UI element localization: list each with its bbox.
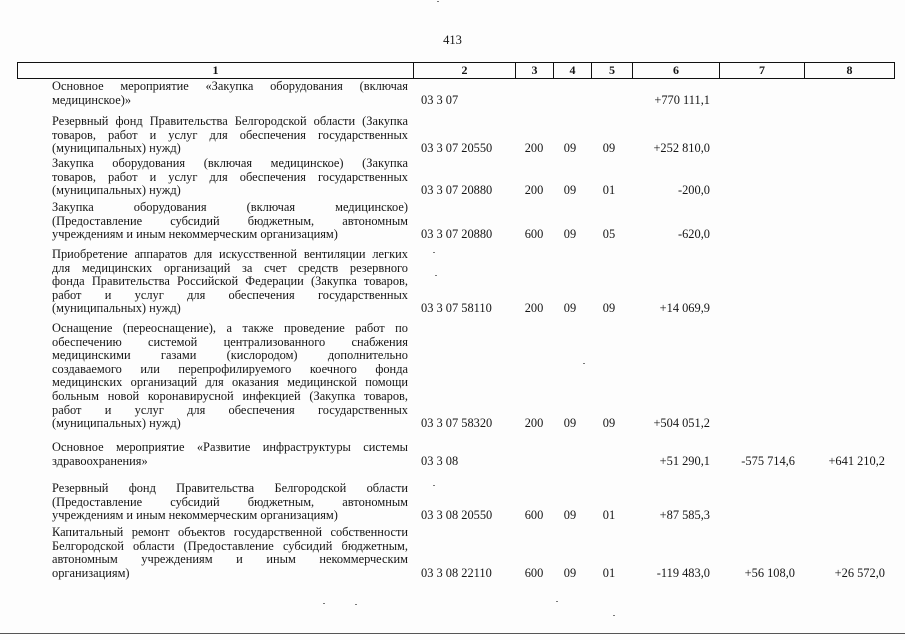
description-line: Капитальный ремонт объектов государственной собственности	[52, 526, 408, 539]
description-line: фонда Правительства Российской Федерации (Закупка товаров,	[52, 275, 408, 289]
section-code: 09	[563, 565, 577, 580]
description-line: учреждениям и иным некоммерческим организациям)	[52, 228, 338, 242]
amount-col-7: -575 714,6	[741, 453, 795, 468]
column-header: 3	[531, 63, 538, 77]
scan-speck	[433, 485, 435, 486]
scan-speck	[433, 252, 435, 253]
amount-col-6: +770 111,1	[654, 92, 710, 107]
description-line: для медицинских организаций за счет средств резервного	[52, 261, 408, 275]
budget-code: 03 3 07	[421, 92, 459, 107]
row-description	[52, 322, 408, 431]
description-line: Закупка оборудования (включая медицинское) (Закупка	[52, 157, 408, 170]
section-code: 09	[563, 416, 577, 431]
row-description	[52, 80, 408, 107]
description-line: учреждениям и иным некоммерческим организациям)	[52, 509, 338, 523]
amount-col-6: -620,0	[677, 227, 710, 242]
description-line: организациям)	[52, 566, 130, 580]
amount-col-6: +504 051,2	[653, 416, 710, 431]
row-description	[52, 201, 408, 242]
description-line: Резервный фонд Правительства Белгородской области (Закупка	[52, 115, 408, 128]
description-line: (Предоставление субсидий бюджетным, автономным	[52, 495, 408, 509]
scan-speck	[583, 363, 585, 364]
description-line: Закупка оборудования (включая медицинское)	[52, 201, 408, 214]
description-line: медицинских организаций для оказания медицинской помощи	[52, 376, 408, 390]
description-line: работ и услуг для обеспечения государственных	[52, 288, 408, 302]
budget-code: 03 3 07 20880	[421, 183, 493, 198]
expense-type-code: 200	[524, 141, 544, 156]
budget-code: 03 3 08	[421, 453, 459, 468]
subsection-code: 01	[602, 183, 616, 198]
budget-code: 03 3 07 58320	[421, 416, 493, 431]
page-number: 413	[443, 33, 462, 47]
scan-speck	[323, 603, 325, 604]
subsection-code: 09	[602, 141, 616, 156]
subsection-code: 05	[602, 227, 616, 242]
description-line: товаров, работ и услуг для обеспечения государственных	[52, 170, 408, 184]
scan-speck	[355, 604, 357, 605]
scan-speck	[613, 615, 615, 616]
expense-type-code: 200	[524, 183, 544, 198]
expense-type-code: 600	[524, 508, 544, 523]
page-bottom-edge	[0, 633, 905, 634]
expense-type-code: 200	[524, 301, 544, 316]
description-line: медицинское)»	[52, 93, 132, 107]
amount-col-7: +56 108,0	[744, 565, 795, 580]
amount-col-6: +14 069,9	[659, 301, 710, 316]
header-divider	[894, 63, 895, 78]
description-line: Основное мероприятие «Закупка оборудования (включая	[52, 80, 408, 93]
description-line: здравоохранения»	[52, 454, 148, 468]
amount-col-8: +641 210,2	[828, 453, 885, 468]
row-description	[52, 441, 408, 468]
description-line: Белгородской области (Предоставление субсидий бюджетным,	[52, 539, 408, 553]
row-description	[52, 115, 408, 156]
amount-col-6: +51 290,1	[659, 453, 710, 468]
budget-code: 03 3 07 20880	[421, 227, 493, 242]
description-line: Резервный фонд Правительства Белгородской области	[52, 482, 408, 495]
budget-code: 03 3 08 22110	[421, 565, 492, 580]
budget-code: 03 3 07 20550	[421, 141, 493, 156]
row-description	[52, 248, 408, 316]
subsection-code: 09	[602, 416, 616, 431]
description-line: автономным учреждениям и иным некоммерческим	[52, 553, 408, 567]
column-header: 6	[673, 63, 679, 77]
subsection-code: 01	[602, 565, 616, 580]
budget-code: 03 3 08 20550	[421, 508, 493, 523]
description-line: больным новой коронавирусной инфекцией (Закупка товаров,	[52, 389, 408, 403]
description-line: работ и услуг для обеспечения государственных	[52, 403, 408, 417]
description-line: (муниципальных) нужд)	[52, 142, 181, 156]
column-header: 5	[609, 63, 615, 77]
row-description	[52, 157, 408, 198]
section-code: 09	[563, 508, 577, 523]
description-line: обеспечению системой централизованного снабжения	[52, 335, 408, 349]
column-header: 2	[461, 63, 468, 77]
subsection-code: 09	[602, 301, 616, 316]
column-header: 1	[212, 63, 219, 77]
scan-speck	[435, 275, 437, 276]
description-line: товаров, работ и услуг для обеспечения государственных	[52, 128, 408, 142]
scan-speck	[556, 601, 558, 602]
description-line: Основное мероприятие «Развитие инфраструктуры системы	[52, 441, 408, 454]
amount-col-6: +252 810,0	[653, 141, 710, 156]
description-line: (муниципальных) нужд)	[52, 302, 181, 316]
header-bottom-border	[17, 78, 895, 79]
amount-col-6: +87 585,3	[659, 508, 710, 523]
amount-col-8: +26 572,0	[834, 565, 885, 580]
section-code: 09	[563, 141, 577, 156]
section-code: 09	[563, 227, 577, 242]
description-line: (муниципальных) нужд)	[52, 184, 181, 198]
section-code: 09	[563, 183, 577, 198]
description-line: Приобретение аппаратов для искусственной вентиляции легких	[52, 248, 408, 261]
scan-speck	[437, 1, 439, 2]
description-line: медицинскими газами (кислородом) дополнительно	[52, 349, 408, 363]
budget-code: 03 3 07 58110	[421, 301, 492, 316]
column-header: 7	[759, 63, 765, 77]
description-line: (муниципальных) нужд)	[52, 417, 181, 431]
description-line: создаваемого или перепрофилируемого коечного фонда	[52, 362, 408, 376]
row-description	[52, 482, 408, 523]
subsection-code: 01	[602, 508, 616, 523]
row-description	[52, 526, 408, 580]
expense-type-code: 600	[524, 565, 544, 580]
amount-col-6: -200,0	[677, 183, 710, 198]
description-line: Оснащение (переоснащение), а также проведение работ по	[52, 322, 408, 335]
column-header: 4	[569, 63, 576, 77]
column-header: 8	[846, 63, 853, 77]
description-line: (Предоставление субсидий бюджетным, автономным	[52, 214, 408, 228]
expense-type-code: 600	[524, 227, 544, 242]
expense-type-code: 200	[524, 416, 544, 431]
amount-col-6: -119 483,0	[656, 565, 710, 580]
section-code: 09	[563, 301, 577, 316]
